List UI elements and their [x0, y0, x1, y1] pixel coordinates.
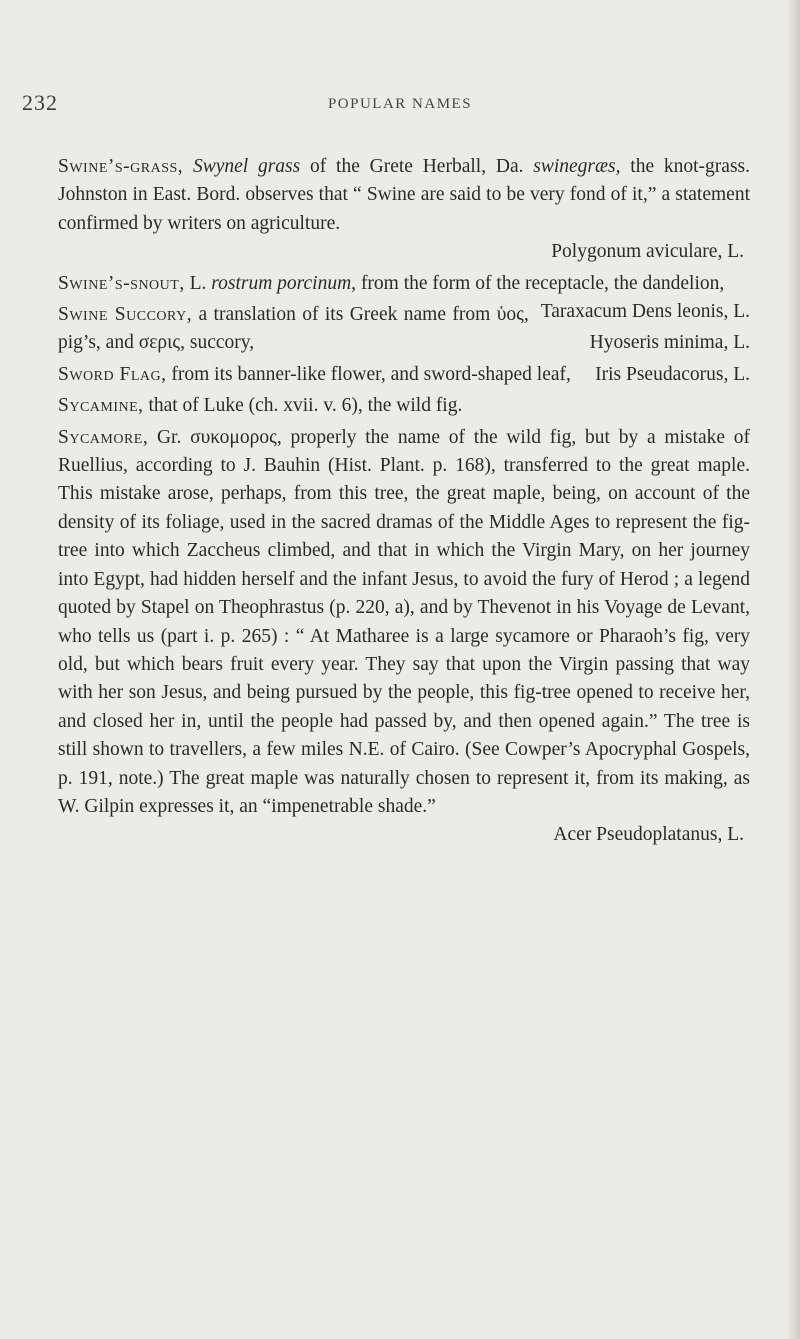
- latin-name: Taraxacum Dens leonis, L.: [540, 301, 750, 323]
- latin-name: Acer Pseudoplatanus, L.: [553, 824, 744, 846]
- entry-italic: rostrum porcinum,: [211, 272, 357, 294]
- page-edge-shadow: [786, 0, 800, 1339]
- entry-text: [58, 392, 750, 420]
- entry-body: from its banner-like flower, and sword-shaped leaf,: [166, 363, 571, 385]
- entry-body: from the form of the receptacle, the dandelion,: [356, 272, 725, 294]
- latin-name: Polygonum aviculare, L.: [551, 241, 744, 263]
- entry-body: a translation of its Greek name from ὑος, pig’s, and σερις, succory,: [58, 304, 529, 354]
- latin-name: Iris Pseudacorus, L.: [595, 363, 750, 385]
- entry-term: Swine’s-snout,: [58, 272, 185, 294]
- entry-sycamine: [58, 392, 750, 420]
- entry-term: Swine Succory,: [58, 304, 193, 326]
- entry-swines-grass: [58, 153, 750, 267]
- entry-term: Sycamore,: [58, 426, 149, 448]
- entry-text: [58, 424, 750, 822]
- page-number: 232: [22, 90, 58, 115]
- entry-term: Swine’s-grass,: [58, 156, 184, 177]
- entry-text: [58, 361, 750, 389]
- entry-body: of the Grete Herball, Da.: [300, 156, 534, 177]
- entry-body: that of Luke (ch. xvii. v. 6), the wild fig.: [143, 395, 463, 417]
- page-body: [58, 153, 750, 853]
- entry-body: the knot-grass. Johnston in East. Bord. observes that “ Swine are said to be very fond of it,” a statement confirmed by writers on agriculture.: [58, 156, 750, 234]
- latin-name: Hyoseris minima, L.: [589, 332, 750, 354]
- entry-italic: Swynel grass: [192, 156, 301, 177]
- entry-sword-flag: [58, 361, 750, 389]
- entry-italic: swinegræs,: [533, 156, 621, 177]
- entry-term: Sycamine,: [58, 395, 144, 417]
- running-head: POPULAR NAMES: [327, 96, 473, 112]
- entry-sycamore: [58, 424, 750, 850]
- entry-term: Sword Flag,: [58, 363, 167, 385]
- entry-body: Gr. συκομορος, properly the name of the wild fig, but by a mistake of Ruellius, according to J. Bauhin (Hist. Plant. p. 168), transferred to the great maple. This mistake arose, perhaps, from this tree, the great maple, being, on account of the density of its foliage, used in the sacred dramas of the Middle Ages to represent the fig-tree into which Zaccheus climbed, and that in which the Virgin Mary, on her journey into Egypt, had hidden herself and the infant Jesus, to avoid the fury of Herod ; a legend quoted by Stapel on Theophrastus (p. 220, a), and by Thevenot in his Voyage de Levant, who tells us (part i. p. 265) : “ At Matharee is a large sycamore or Pharaoh’s fig, very old, but which bears fruit every year. They say that upon the Virgin passing that way with her son Jesus, and being pursued by the people, this fig-tree opened to receive her, and closed her in, until the people had passed by, and then opened again.” The tree is still shown to travellers, a few miles N.E. of Cairo. (See Cowper’s Apocryphal Gospels, p. 191, note.) The great maple was naturally chosen to represent it, from its making, as W. Gilpin expresses it, an “impenetrable shade.”: [58, 426, 750, 817]
- entry-body: L.: [184, 272, 212, 294]
- entry-text: [58, 153, 750, 238]
- page-header: [0, 90, 800, 124]
